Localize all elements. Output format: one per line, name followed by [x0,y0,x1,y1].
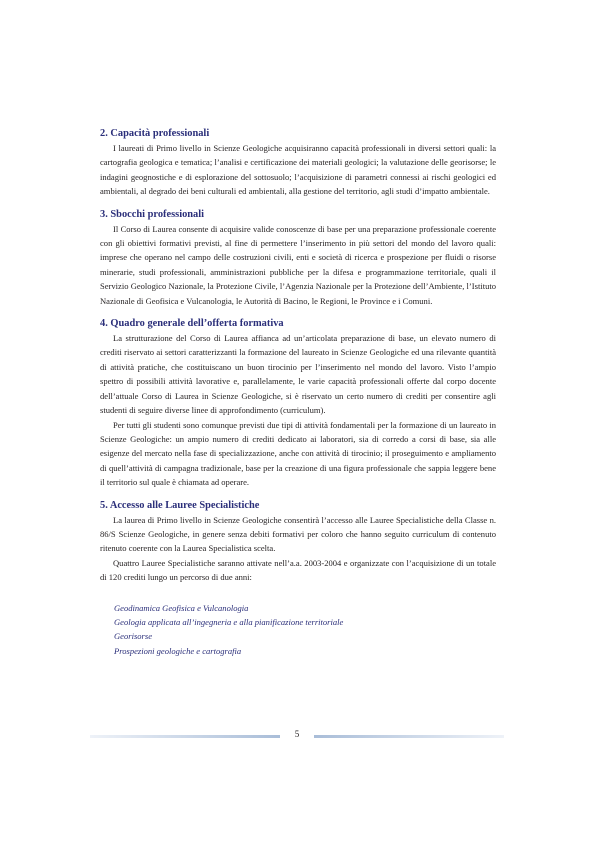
specialist-degree-list [114,601,496,659]
section-paragraph: La laurea di Primo livello in Scienze Geologiche consentirà l’accesso alle Lauree Specialistiche della Classe n. 86/S Scienze Geologiche, in genere senza debiti formativi per coloro che hanno seguito curriculum di contenuto ritenuto coerente con la Laurea Specialistica scelta. [100,514,496,554]
section-title: 4. Quadro generale dell’offerta formativa [100,318,284,330]
section-title: 5. Accesso alle Lauree Specialistiche [100,499,260,511]
section-paragraph: La strutturazione del Corso di Laurea affianca ad un’articolata preparazione di base, un elevato numero di crediti riservato ai settori caratterizzanti la formazione del laureato in Scienze Geologiche ed una rilevante quantità di attività pratiche, che costituiscano un buon tirocinio per l’inserimento nel mondo del lavoro. Visto l’ampio spettro di possibili attività lavorative e, parallelamente, le varie capacità professionali offerte dal corpo docente dell’attuale Corso di Laurea in Scienze Geologiche, si è riservato un certo numero di crediti per consentire agli studenti di seguire diverse linee di approfondimento (curriculum). [100,333,496,416]
section-sbocchi-professionali [100,208,496,308]
list-item: Geologia applicata all’ingegneria e alla pianificazione territoriale [114,616,344,627]
list-item: Geodinamica Geofisica e Vulcanologia [114,602,249,613]
section-paragraph: Quattro Lauree Specialistiche saranno attivate nell’a.a. 2003-2004 e organizzate con l’acquisizione di un totale di 120 crediti lungo un percorso di due anni: [100,557,496,583]
section-paragraph: I laureati di Primo livello in Scienze Geologiche acquisiranno capacità professionali in diversi settori quali: la cartografia geologica e tematica; l’analisi e certificazione dei materiali geologici; la valutazione delle georisorse; le indagini geognostiche e di esplorazione del sottosuolo; l’acquisizione di parametri connessi ai rischi geologici ed ambientali, al degrado dei beni culturali ed ambientali, alla gestione del territorio, agli studi d’impatto ambientale. [100,143,496,197]
page-footer [90,731,504,747]
section-capacita-professionali [100,127,496,199]
footer-rule-right [314,735,504,738]
section-title: 3. Sbocchi professionali [100,208,205,220]
section-paragraph: Il Corso di Laurea consente di acquisire valide conoscenze di base per una preparazione professionale coerente con gli obiettivi formativi previsti, al fine di permettere l’inserimento in più settori del mondo del lavoro quali: imprese che operano nel campo delle costruzioni civili, enti e società di ricerca e prospezione per fluidi o risorse minerarie, studi professionali, amministrazioni pubbliche per la difesa e programmazione territoriale, quali il Servizio Geologico Nazionale, la Protezione Civile, l’Agenzia Nazionale per la Protezione dell’Ambiente, l’Istituto Nazionale di Geofisica e Vulcanologia, le Autorità di Bacino, le Regioni, le Province e i Comuni. [100,223,496,306]
list-item: Prospezioni geologiche e cartografia [114,645,242,656]
section-title: 2. Capacità professionali [100,128,210,139]
page-number: 5 [294,729,300,739]
document-body [100,127,496,667]
section-accesso-lauree-specialistiche [100,499,496,659]
section-quadro-generale [100,317,496,489]
section-paragraph: Per tutti gli studenti sono comunque previsti due tipi di attività fondamentali per la formazione di un laureato in Scienze Geologiche: un ampio numero di crediti dedicato ai laboratori, sia di corredo a corsi di base, sia alle esigenze del mercato nella fase di specializzazione, anche con attività di tirocinio; il proseguimento e ampliamento di quell’attività di campagna tradizionale, base per la creazione di una figura professionale che sappia leggere bene il territorio sul quale è chiamata ad operare. [100,419,496,488]
list-item: Georisorse [114,631,152,642]
